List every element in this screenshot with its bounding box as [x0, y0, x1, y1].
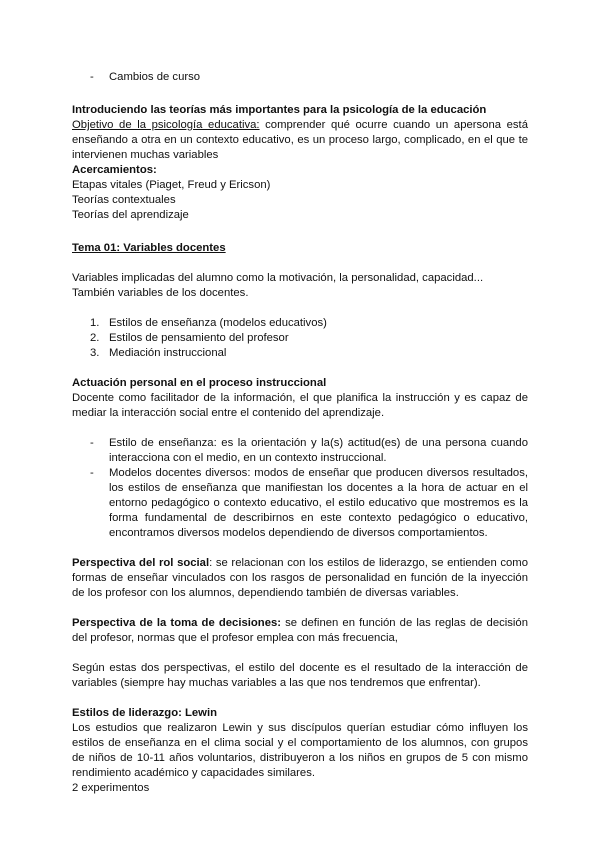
list-number: 1.	[90, 317, 100, 329]
conclusion-paragraph: Según estas dos perspectivas, el estilo del docente es el resultado de la interacción de variables (siempre hay muchas variables a las que nos tendremos que enfrentar).	[72, 662, 528, 689]
numbered-list	[72, 316, 528, 361]
list-item-text: Estilos de pensamiento del profesor	[109, 332, 289, 344]
list-item-text: Cambios de curso	[109, 71, 201, 83]
tema-intro: Variables implicadas del alumno como la motivación, la personalidad, capacidad... También variables de los docentes.	[72, 272, 484, 299]
toma-decisiones-text: se definen en función de las reglas de decisión del profesor, normas que el profesor emplea con más frecuencia,	[72, 617, 528, 644]
objective-label: Objetivo de la psicología educativa:	[72, 119, 260, 131]
list-number: 2.	[90, 332, 100, 344]
list-number: 3.	[90, 347, 100, 359]
dash-marker: -	[90, 437, 94, 449]
list-item	[72, 70, 528, 85]
objective-text: comprender qué ocurre cuando un apersona está enseñando a otra en un contexto educativo, es un proceso largo, complicado, en el que te intervienen muchas variables	[72, 119, 528, 161]
list-item-text: Mediación instruccional	[109, 347, 227, 359]
rol-social-label: Perspectiva del rol social	[72, 557, 210, 569]
approach-item: Teorías del aprendizaje	[72, 209, 189, 221]
rol-social-text: : se relacionan con los estilos de liderazgo, se entienden como formas de enseñar vinculados con los rasgos de personalidad en función de la inyección de los profesor con los alumnos, dependiendo también de diversas variables.	[72, 557, 528, 599]
list-item	[72, 331, 528, 346]
list-item-text: Estilo de enseñanza: es la orientación y la(s) actitud(es) de una persona cuando interacciona con el medio, en un contexto instruccional.	[109, 437, 528, 464]
actuacion-text: Docente como facilitador de la información, el que planifica la instrucción y es capaz de mediar la interacción social entre el contenido del aprendizaje.	[72, 392, 528, 419]
approaches-heading: Acercamientos:	[72, 164, 157, 176]
section-heading-intro: Introduciendo las teorías más importantes para la psicología de la educación	[72, 104, 487, 116]
list-item	[72, 436, 528, 466]
lewin-experiments: 2 experimentos	[72, 782, 150, 794]
approach-item: Teorías contextuales	[72, 194, 176, 206]
dash-marker: -	[90, 467, 94, 479]
intro-dash-list	[72, 70, 528, 85]
objective-paragraph	[72, 118, 528, 163]
list-item	[72, 316, 528, 331]
lewin-text: Los estudios que realizaron Lewin y sus discípulos querían estudiar cómo influyen los estilos de enseñanza en el clima social y el comportamiento de los alumnos, con grupos de niños de 10-11 años voluntarios, distribuyeron a los niños en grupos de 5 con mismo rendimiento académico y capacidades similares.	[72, 722, 528, 779]
list-item	[72, 346, 528, 361]
actuacion-dash-list	[72, 436, 528, 541]
toma-decisiones-paragraph	[72, 616, 528, 646]
tema-heading: Tema 01: Variables docentes	[72, 242, 226, 254]
lewin-heading: Estilos de liderazgo: Lewin	[72, 707, 218, 719]
toma-decisiones-label: Perspectiva de la toma de decisiones:	[72, 617, 282, 629]
list-item-text: Estilos de enseñanza (modelos educativos)	[109, 317, 327, 329]
dash-marker: -	[90, 71, 94, 83]
approach-item: Etapas vitales (Piaget, Freud y Ericson)	[72, 179, 271, 191]
list-item-text: Modelos docentes diversos: modos de enseñar que producen diversos resultados, los estilos de enseñanza que manifiestan los docentes a la hora de actuar en el entorno pedagógico o contexto educativo, el estilo educativo que mostremos es la forma fundamental de describirnos en este contexto pedagógico o educativo, encontramos diversos modelos dependiendo de diversos comportamientos.	[109, 467, 528, 539]
actuacion-heading: Actuación personal en el proceso instruccional	[72, 377, 327, 389]
list-item	[72, 466, 528, 541]
rol-social-paragraph	[72, 556, 528, 601]
document-page	[72, 70, 528, 796]
